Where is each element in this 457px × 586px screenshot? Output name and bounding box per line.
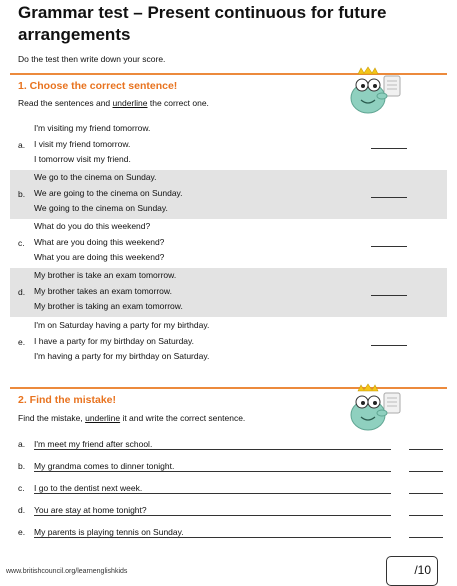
item-letter: c. — [18, 483, 25, 493]
score-box[interactable]: /10 — [386, 556, 438, 586]
answer-line[interactable] — [409, 493, 443, 494]
correction-line[interactable] — [34, 493, 391, 494]
answer-line[interactable] — [409, 515, 443, 516]
section-1-title: 1. Choose the correct sentence! — [18, 80, 178, 92]
mistake-sentence[interactable]: I go to the dentist next week. — [34, 483, 143, 493]
question-letter: e. — [18, 337, 26, 347]
mascot-icon — [344, 66, 404, 118]
question-block-a — [10, 121, 447, 170]
item-letter: b. — [18, 461, 26, 471]
question-block-c — [10, 219, 447, 268]
mascot-icon — [344, 383, 404, 435]
mistake-item-c — [18, 483, 447, 495]
page-title: Grammar test – Present continuous for future arrangements — [18, 3, 387, 44]
mistake-item-d — [18, 505, 447, 517]
section-2-instruction: Find the mistake, underline it and write the correct sentence. — [18, 413, 246, 423]
answer-line[interactable] — [371, 295, 407, 296]
answer-line[interactable] — [371, 345, 407, 346]
option-sentence[interactable]: I tomorrow visit my friend. — [34, 154, 131, 164]
option-sentence[interactable]: We going to the cinema on Sunday. — [34, 203, 168, 213]
option-sentence[interactable]: I visit my friend tomorrow. — [34, 139, 131, 149]
question-letter: c. — [18, 238, 25, 248]
option-sentence[interactable]: What are you doing this weekend? — [34, 237, 165, 247]
correction-line[interactable] — [34, 471, 391, 472]
correction-line[interactable] — [34, 537, 391, 538]
option-sentence[interactable]: We are going to the cinema on Sunday. — [34, 188, 183, 198]
mistake-sentence[interactable]: I'm meet my friend after school. — [34, 439, 153, 449]
answer-line[interactable] — [409, 471, 443, 472]
question-block-d — [10, 268, 447, 317]
option-sentence[interactable]: I'm visiting my friend tomorrow. — [34, 123, 151, 133]
option-sentence[interactable]: I'm on Saturday having a party for my birthday. — [34, 320, 210, 330]
option-sentence[interactable]: I have a party for my birthday on Saturday. — [34, 336, 195, 346]
item-letter: a. — [18, 439, 26, 449]
section-2-title: 2. Find the mistake! — [18, 394, 117, 406]
mistake-sentence[interactable]: My parents is playing tennis on Sunday. — [34, 527, 184, 537]
question-block-b — [10, 170, 447, 219]
option-sentence[interactable]: My brother is take an exam tomorrow. — [34, 270, 177, 280]
option-sentence[interactable]: What you are doing this weekend? — [34, 252, 165, 262]
option-sentence[interactable]: My brother takes an exam tomorrow. — [34, 286, 172, 296]
question-letter: b. — [18, 189, 26, 199]
answer-line[interactable] — [409, 537, 443, 538]
mistake-sentence[interactable]: My grandma comes to dinner tonight. — [34, 461, 175, 471]
mistake-item-a — [18, 439, 447, 451]
answer-line[interactable] — [371, 197, 407, 198]
item-letter: d. — [18, 505, 26, 515]
question-letter: a. — [18, 140, 26, 150]
item-letter: e. — [18, 527, 26, 537]
section-1-instruction: Read the sentences and underline the correct one. — [18, 98, 209, 108]
question-letter: d. — [18, 287, 26, 297]
option-sentence[interactable]: What do you do this weekend? — [34, 221, 151, 231]
mistake-item-e — [18, 527, 447, 539]
correction-line[interactable] — [34, 515, 391, 516]
option-sentence[interactable]: I'm having a party for my birthday on Saturday. — [34, 351, 210, 361]
question-block-e — [10, 318, 447, 367]
answer-line[interactable] — [409, 449, 443, 450]
footer-url: www.britishcouncil.org/learnenglishkids — [6, 568, 128, 575]
correction-line[interactable] — [34, 449, 391, 450]
answer-line[interactable] — [371, 246, 407, 247]
intro-text: Do the test then write down your score. — [18, 54, 166, 64]
mistake-sentence[interactable]: You are stay at home tonight? — [34, 505, 147, 515]
answer-line[interactable] — [371, 148, 407, 149]
option-sentence[interactable]: We go to the cinema on Sunday. — [34, 172, 157, 182]
mistake-item-b — [18, 461, 447, 473]
option-sentence[interactable]: My brother is taking an exam tomorrow. — [34, 301, 183, 311]
